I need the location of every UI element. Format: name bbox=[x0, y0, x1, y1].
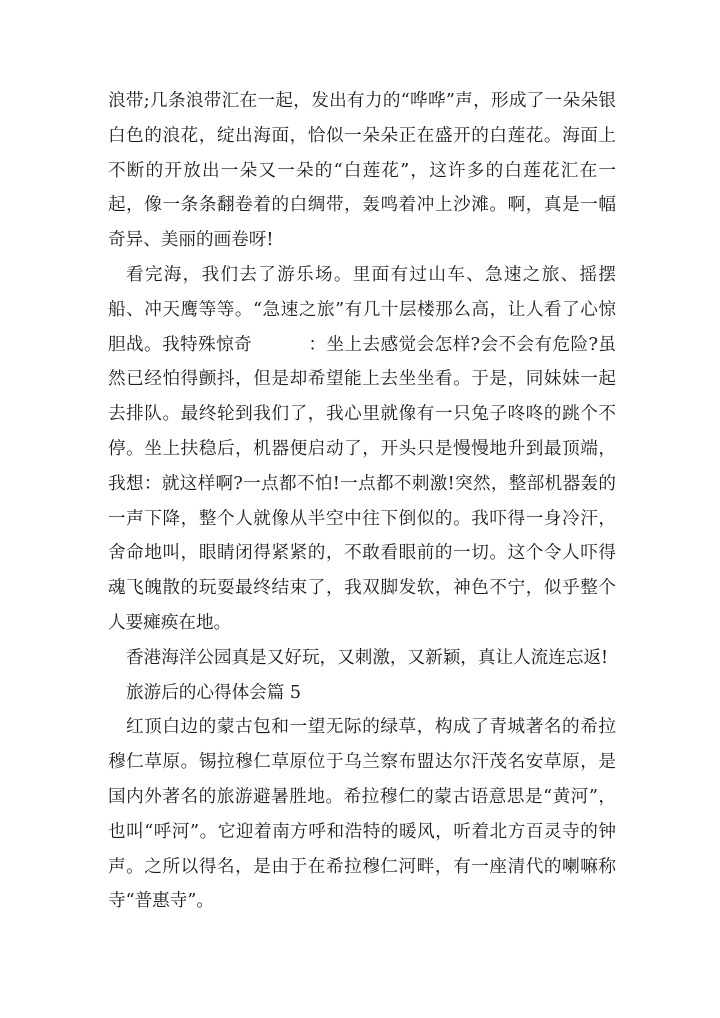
document-page bbox=[108, 84, 616, 919]
section-heading: 旅游后的心得体会篇 5 bbox=[126, 682, 302, 703]
paragraph-amusement-part-2: ：坐上去感觉会怎样?会不会有危险?虽然已经怕得颤抖，但是却希望能上去坐坐看。于是，同妹妹一起去排队。最终轮到我们了，我心里就像有一只兔子咚咚的跳个不停。坐上扶稳后，机器便启动了，开头只是慢慢地升到最顶端，我想：就这样啊?一点都不怕!一点都不刺激!突然，整部机器轰的一声下降，整个人就像从半空中往下倒似的。我吓得一身冷汗，舍命地叫，眼睛闭得紧紧的，不敢看眼前的一切。这个令人吓得魂飞魄散的玩耍最终结束了，我双脚发软，神色不宁，似乎整个人要瘫痪在地。 bbox=[108, 334, 616, 633]
paragraph-grassland: 红顶白边的蒙古包和一望无际的绿草，构成了青城著名的希拉穆仁草原。锡拉穆仁草原位于乌兰察布盟达尔汗茂名安草原，是国内外著名的旅游避暑胜地。希拉穆仁的蒙古语意思是“黄河”，也叫“呼河”。它迎着南方呼和浩特的暖风，听着北方百灵寺的钟声。之所以得名，是由于在希拉穆仁河畔，有一座清代的喇嘛称寺“普惠寺”。 bbox=[108, 717, 616, 912]
paragraph-seascape: 浪带;几条浪带汇在一起，发出有力的“哗哗”声，形成了一朵朵银白色的浪花，绽出海面，恰似一朵朵正在盛开的白莲花。海面上不断的开放出一朵又一朵的“白莲花”，这许多的白莲花汇在一起，像一条条翻卷着的白绸带，轰鸣着冲上沙滩。啊，真是一幅奇异、美丽的画卷呀! bbox=[108, 91, 616, 251]
paragraph-amusement-part-1: 看完海，我们去了游乐场。里面有过山车、急速之旅、摇摆船、冲天鹰等等。“急速之旅”有几十层楼那么高，让人看了心惊胆战。我特殊惊奇 bbox=[108, 264, 616, 355]
paragraph-ocean-park-summary: 香港海洋公园真是又好玩，又刺激，又新颖，真让人流连忘返! bbox=[126, 647, 609, 668]
paragraph-amusement-park bbox=[108, 258, 616, 641]
